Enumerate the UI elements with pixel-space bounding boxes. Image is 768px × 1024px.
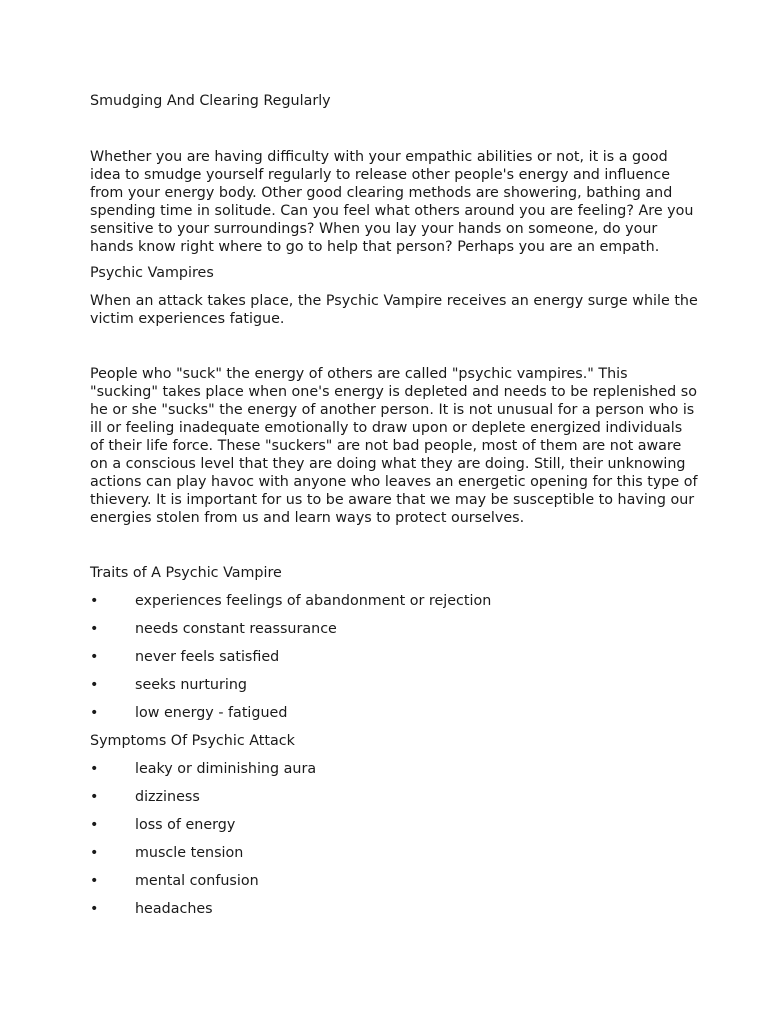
- bullet-icon: •: [90, 873, 99, 889]
- section-title-psychic-vampires: Psychic Vampires: [90, 265, 214, 281]
- paragraph-line: "sucking" takes place when one's energy is depleted and needs to be replenished so: [90, 384, 697, 400]
- paragraph-line: victim experiences fatigue.: [90, 311, 285, 327]
- list-item-text: leaky or diminishing aura: [135, 761, 317, 777]
- section-title-traits: Traits of A Psychic Vampire: [90, 565, 282, 581]
- suck-paragraph: [90, 365, 698, 527]
- paragraph-line: sensitive to your surroundings? When you lay your hands on someone, do your: [90, 221, 658, 237]
- list-item-text: dizziness: [135, 789, 200, 805]
- list-item-text: needs constant reassurance: [135, 621, 337, 637]
- list-item-text: mental confusion: [135, 873, 259, 889]
- list-item-text: experiences feelings of abandonment or rejection: [135, 593, 492, 609]
- attack-paragraph: [90, 292, 698, 328]
- paragraph-line: from your energy body. Other good clearing methods are showering, bathing and: [90, 185, 673, 201]
- paragraph-line: Whether you are having difficulty with your empathic abilities or not, it is a good: [90, 149, 668, 165]
- list-item-text: low energy - fatigued: [135, 705, 288, 721]
- paragraph-line: spending time in solitude. Can you feel what others around you are feeling? Are you: [90, 203, 694, 219]
- list-item-text: muscle tension: [135, 845, 244, 861]
- bullet-icon: •: [90, 593, 99, 609]
- paragraph-line: When an attack takes place, the Psychic Vampire receives an energy surge while the: [90, 293, 698, 309]
- bullet-icon: •: [90, 677, 99, 693]
- bullet-icon: •: [90, 817, 99, 833]
- paragraph-line: of their life force. These "suckers" are not bad people, most of them are not aware: [90, 438, 682, 454]
- list-item-text: loss of energy: [135, 817, 236, 833]
- bullet-icon: •: [90, 649, 99, 665]
- bullet-icon: •: [90, 761, 99, 777]
- bullet-icon: •: [90, 705, 99, 721]
- section-title-symptoms: Symptoms Of Psychic Attack: [90, 733, 295, 749]
- paragraph-line: actions can play havoc with anyone who leaves an energetic opening for this type of: [90, 474, 698, 490]
- paragraph-line: he or she "sucks" the energy of another person. It is not unusual for a person who is: [90, 402, 695, 418]
- list-item-text: headaches: [135, 901, 213, 917]
- bullet-icon: •: [90, 789, 99, 805]
- list-item-text: seeks nurturing: [135, 677, 247, 693]
- bullet-icon: •: [90, 845, 99, 861]
- intro-paragraph: [90, 148, 693, 256]
- paragraph-line: on a conscious level that they are doing what they are doing. Still, their unknowing: [90, 456, 686, 472]
- paragraph-line: idea to smudge yourself regularly to release other people's energy and influence: [90, 167, 671, 183]
- paragraph-line: People who "suck" the energy of others are called "psychic vampires." This: [90, 366, 628, 382]
- paragraph-line: ill or feeling inadequate emotionally to draw upon or deplete energized individuals: [90, 420, 683, 436]
- paragraph-line: thievery. It is important for us to be aware that we may be susceptible to having our: [90, 492, 695, 508]
- paragraph-line: hands know right where to go to help that person? Perhaps you are an empath.: [90, 239, 660, 255]
- bullet-icon: •: [90, 621, 99, 637]
- bullet-icon: •: [90, 901, 99, 917]
- list-item-text: never feels satisfied: [135, 649, 280, 665]
- section-title-smudging: Smudging And Clearing Regularly: [90, 93, 331, 109]
- paragraph-line: energies stolen from us and learn ways to protect ourselves.: [90, 510, 525, 526]
